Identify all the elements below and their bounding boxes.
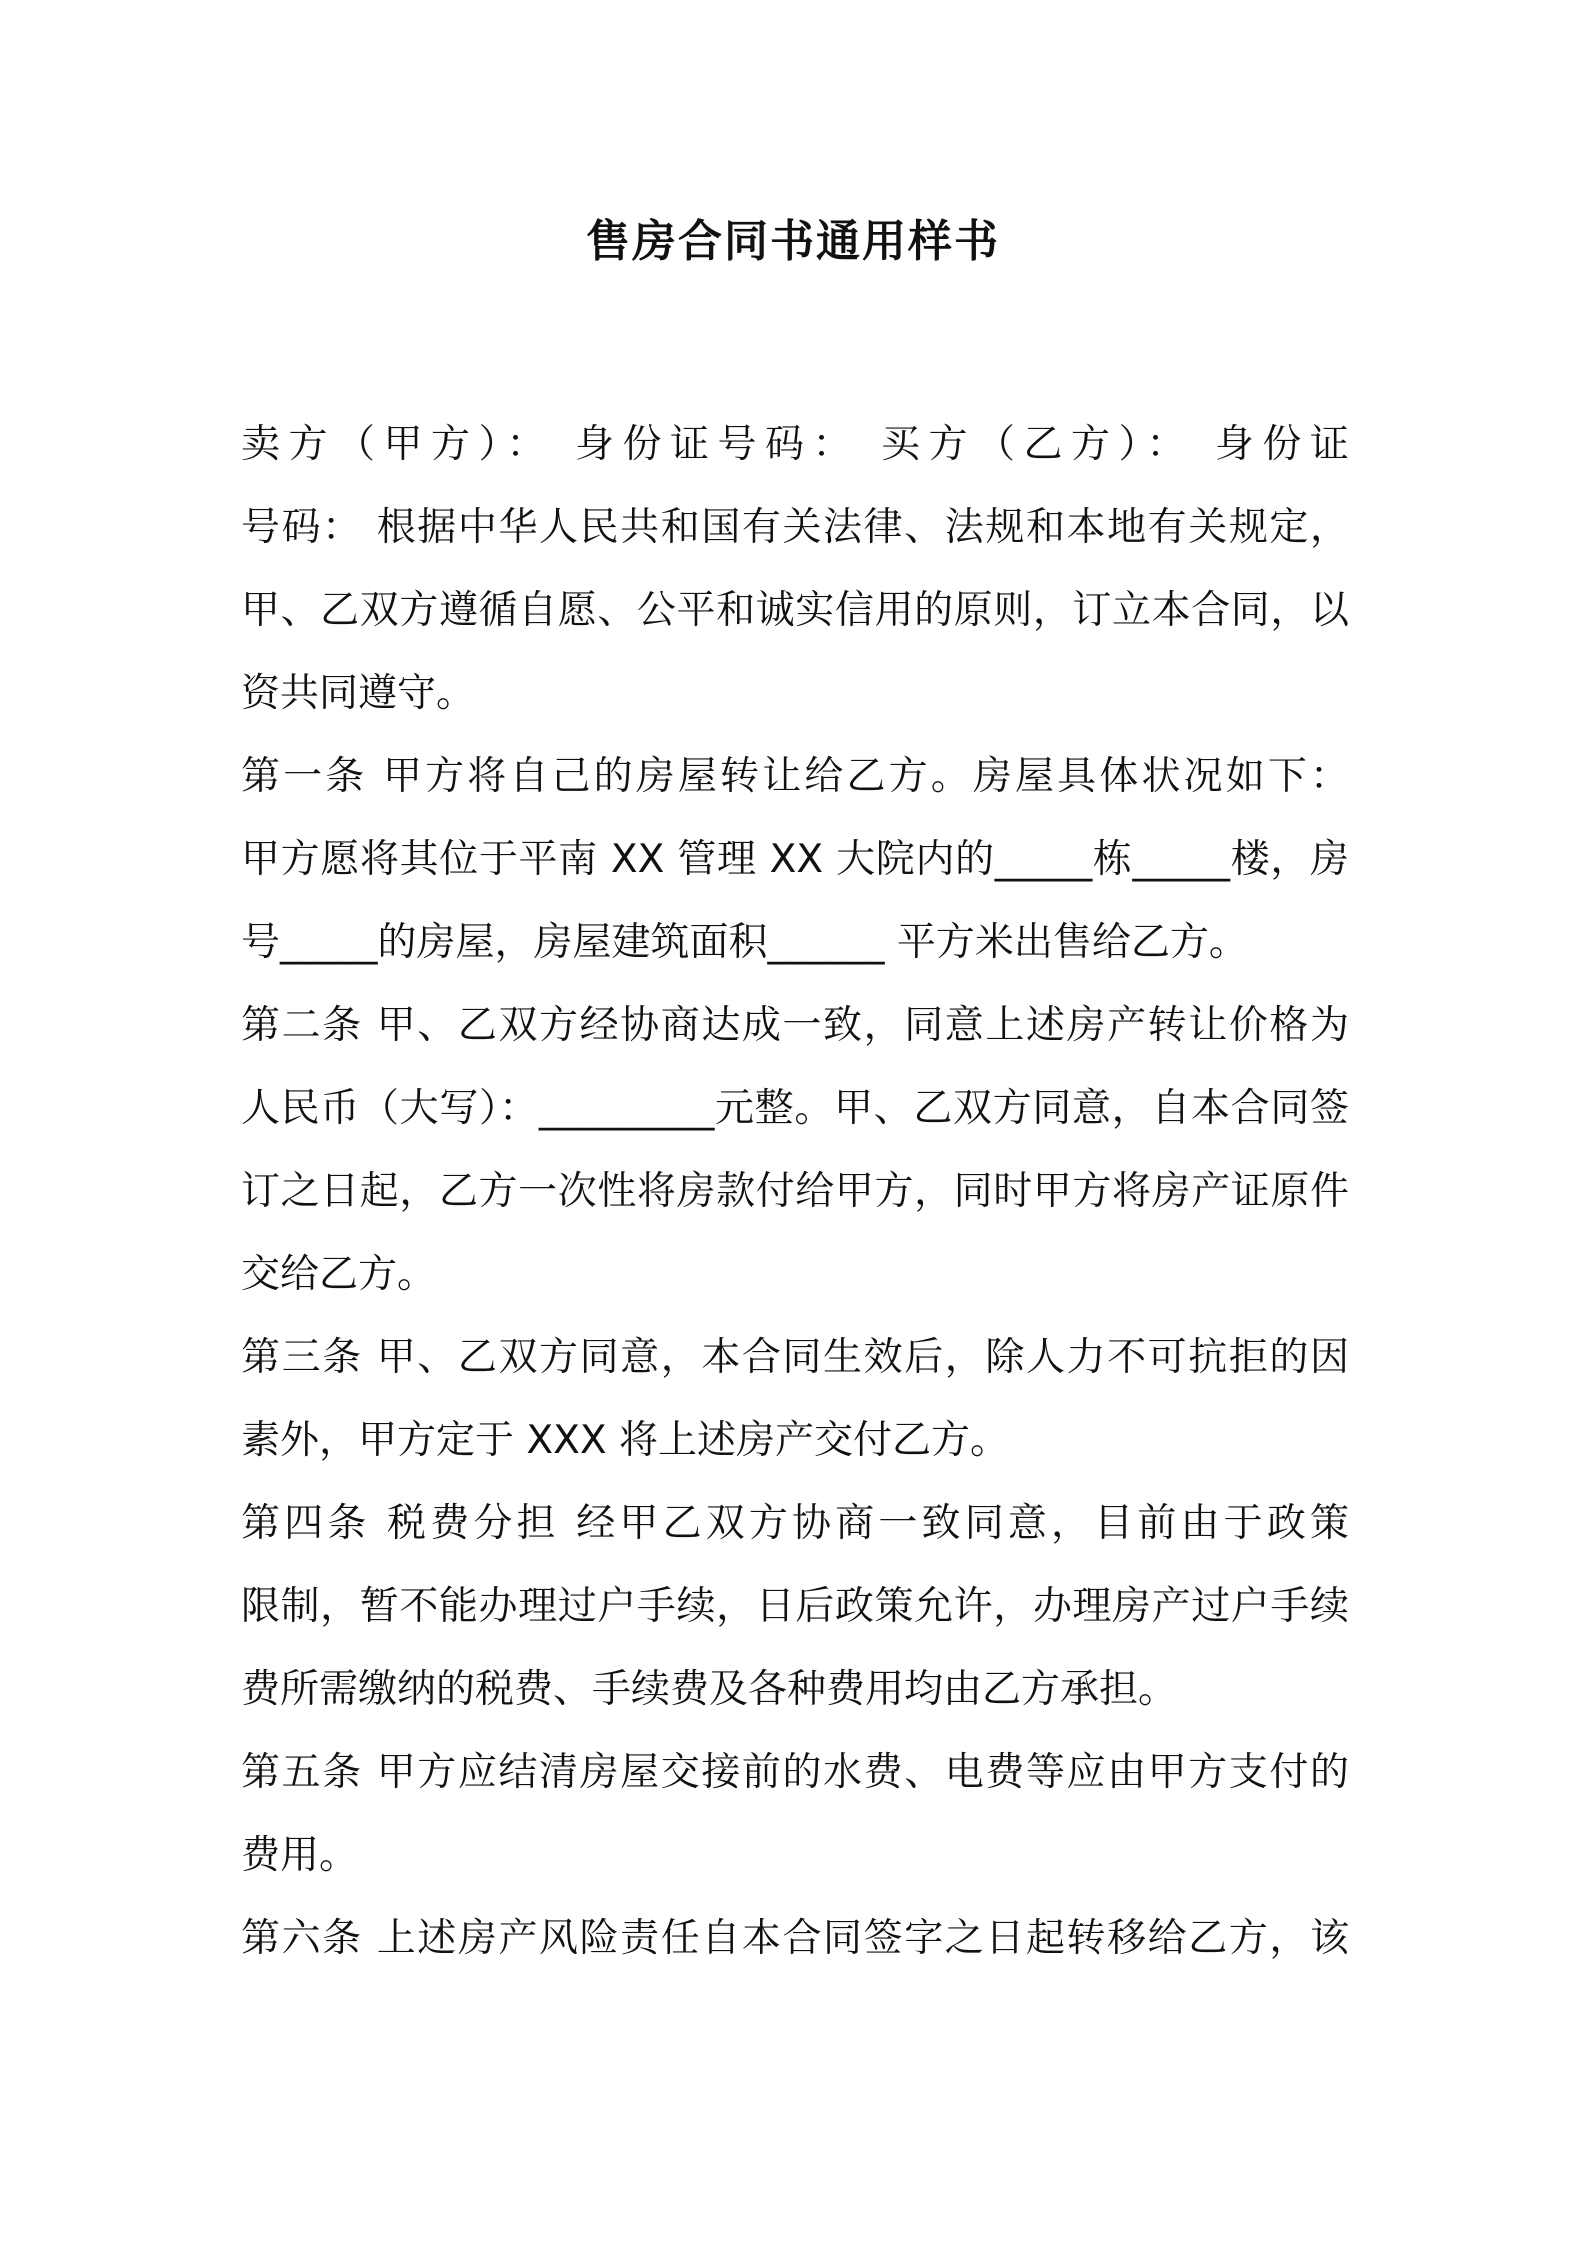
article-1-line-2 (241, 818, 1349, 901)
article-4-line-2 (241, 1565, 1349, 1648)
article-2-price: 人民币（大写）：_________元整。甲、乙双方同意，自本合同签 (241, 1086, 1349, 1131)
contract-body (241, 403, 1349, 1980)
line-preamble-1 (241, 486, 1349, 569)
article-1-text: 第一条 甲方将自己的房屋转让给乙方。房屋具体状况如下： (241, 754, 1349, 799)
article-2-text: 第二条 甲、乙双方经协商达成一致，同意上述房产转让价格为 (241, 1003, 1349, 1048)
article-4-text-cont: 限制，暂不能办理过户手续，日后政策允许，办理房产过户手续 (241, 1584, 1349, 1629)
article-4-line-3 (241, 1648, 1349, 1731)
article-4-line-1 (241, 1482, 1349, 1565)
article-2-line-4 (241, 1233, 1349, 1316)
article-1-area: 号_____的房屋，房屋建筑面积______ 平方米出售给乙方。 (241, 920, 1248, 965)
article-3-line-2 (241, 1399, 1349, 1482)
article-1-line-3 (241, 901, 1349, 984)
article-5-line-2 (241, 1814, 1349, 1897)
seller-label: 卖方（甲方）： (241, 422, 555, 467)
preamble-text-cont: 甲、乙双方遵循自愿、公平和诚实信用的原则，订立本合同，以 (241, 588, 1349, 633)
line-preamble-3 (241, 652, 1349, 735)
article-3-end: 素外，甲方定于 XXX 将上述房产交付乙方。 (241, 1418, 1009, 1463)
article-4-heading: 第四条 税费分担 (241, 1501, 560, 1546)
line-parties (241, 403, 1349, 486)
article-1-location: 甲方愿将其位于平南 XX 管理 XX 大院内的_____栋_____楼，房 (241, 837, 1349, 882)
preamble-text: 根据中华人民共和国有关法律、法规和本地有关规定， (376, 505, 1349, 550)
preamble-text-end: 资共同遵守。 (241, 671, 476, 716)
seller-id-label: 身份证号码： (574, 422, 861, 467)
article-2-line-3 (241, 1150, 1349, 1233)
buyer-id-label-cont: 号码： (241, 505, 363, 550)
document-title: 售房合同书通用样书 (586, 216, 1000, 267)
article-3-line-1 (241, 1316, 1349, 1399)
article-5-text: 第五条 甲方应结清房屋交接前的水费、电费等应由甲方支付的 (241, 1750, 1349, 1795)
article-4-text: 经甲乙双方协商一致同意，目前由于政策 (576, 1501, 1349, 1546)
buyer-label: 买方（乙方）： (880, 422, 1194, 467)
line-preamble-2 (241, 569, 1349, 652)
article-6-line-1 (241, 1897, 1349, 1980)
article-5-line-1 (241, 1731, 1349, 1814)
article-2-line-1 (241, 984, 1349, 1067)
article-6-text: 第六条 上述房产风险责任自本合同签字之日起转移给乙方，该 (241, 1916, 1349, 1961)
article-4-end: 费所需缴纳的税费、手续费及各种费用均由乙方承担。 (241, 1667, 1178, 1712)
article-2-line-2 (241, 1067, 1349, 1150)
article-2-end: 交给乙方。 (241, 1252, 437, 1297)
article-5-end: 费用。 (241, 1833, 359, 1878)
article-3-text: 第三条 甲、乙双方同意，本合同生效后，除人力不可抗拒的因 (241, 1335, 1349, 1380)
article-2-payment: 订之日起，乙方一次性将房款付给甲方，同时甲方将房产证原件 (241, 1169, 1349, 1214)
article-1-line-1 (241, 735, 1349, 818)
buyer-id-label: 身份证 (1214, 422, 1349, 467)
